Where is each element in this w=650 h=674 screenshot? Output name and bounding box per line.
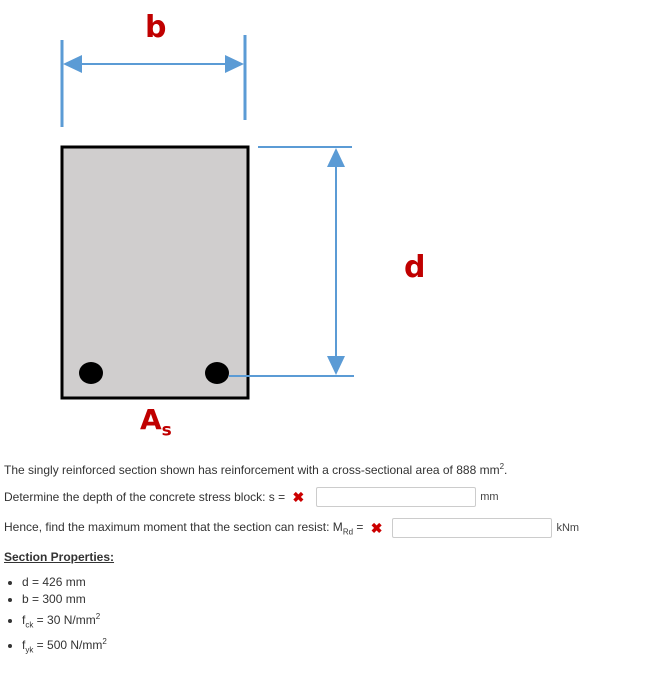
fyk-sup: 2 bbox=[102, 637, 107, 647]
property-fyk bbox=[22, 633, 107, 658]
q1-text: Determine the depth of the concrete stress block: s = bbox=[4, 490, 286, 504]
property-fck bbox=[22, 608, 107, 633]
fyk-value: = 500 N/mm bbox=[33, 638, 103, 653]
question-1 bbox=[4, 487, 499, 507]
intro-prefix: The singly reinforced section shown has reinforcement with a cross-sectional area of 888 mm bbox=[4, 463, 500, 477]
d-arrow-bottom bbox=[327, 356, 345, 375]
rebar-left bbox=[79, 362, 103, 384]
depth-label: d bbox=[404, 250, 426, 285]
intro-sup: 2 bbox=[499, 462, 505, 471]
q2-text bbox=[4, 519, 364, 537]
q2-prefix: Hence, find the maximum moment that the section can resist: M bbox=[4, 519, 343, 534]
b-arrow-left bbox=[63, 55, 82, 73]
concrete-section bbox=[62, 147, 248, 398]
property-d: • d = 426 mm bbox=[22, 574, 107, 591]
properties-list bbox=[6, 574, 107, 659]
rebar-right bbox=[205, 362, 229, 384]
q1-unit: mm bbox=[480, 491, 499, 503]
question-2 bbox=[4, 518, 579, 538]
fck-value: = 30 N/mm bbox=[33, 613, 96, 627]
q2-suffix: = bbox=[353, 519, 364, 534]
intro-text bbox=[4, 462, 507, 477]
properties-heading: Section Properties: bbox=[4, 550, 115, 564]
q2-unit: kNm bbox=[556, 522, 580, 534]
fck-symbol: f bbox=[22, 613, 26, 627]
intro-suffix: . bbox=[504, 463, 508, 477]
moment-resistance-input[interactable] bbox=[392, 518, 552, 538]
q2-sub: Rd bbox=[342, 527, 354, 537]
property-b: • b = 300 mm bbox=[22, 591, 107, 608]
fck-sup: 2 bbox=[95, 612, 101, 621]
fyk-symbol: f bbox=[22, 638, 26, 653]
fck-sub: ck bbox=[25, 620, 34, 630]
stress-block-depth-input[interactable] bbox=[316, 487, 476, 507]
d-arrow-top bbox=[327, 148, 345, 167]
cross-icon: ✖ bbox=[370, 519, 383, 536]
steel-area-label bbox=[140, 403, 172, 441]
fyk-sub: yk bbox=[25, 645, 34, 655]
cross-icon: ✖ bbox=[292, 488, 305, 505]
steel-area-subscript: s bbox=[161, 420, 172, 441]
b-arrow-right bbox=[225, 55, 244, 73]
steel-area-symbol: A bbox=[140, 403, 162, 436]
width-label: b bbox=[145, 10, 167, 45]
